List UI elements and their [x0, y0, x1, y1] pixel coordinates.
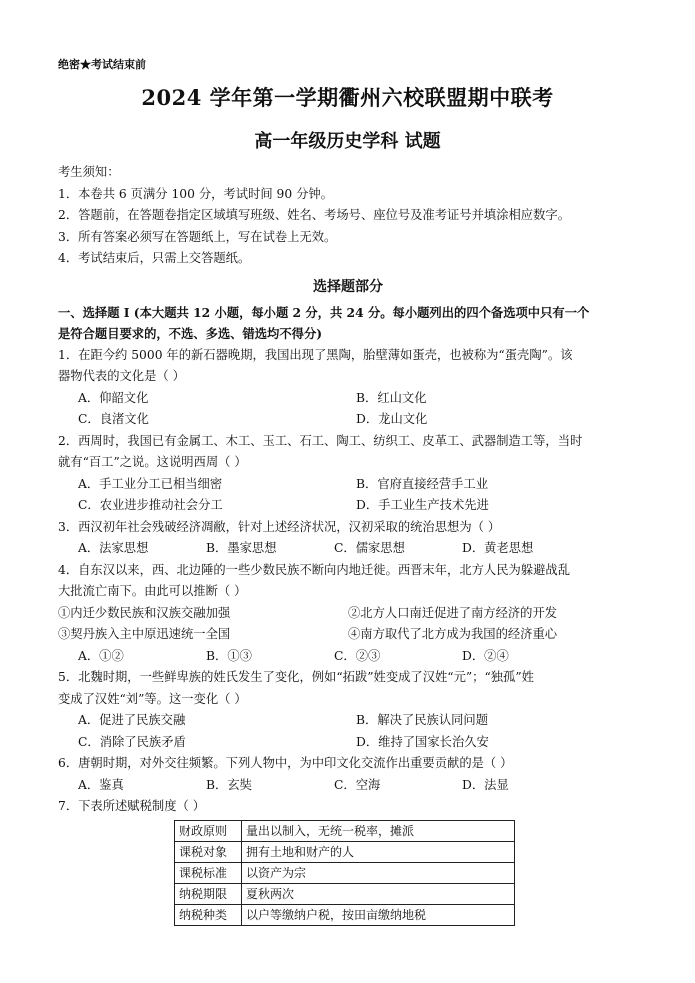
- table-cell-value: 拥有土地和财产的人: [242, 841, 515, 862]
- statement-3: ③契丹族入主中原迅速统一全国: [58, 627, 231, 641]
- question-1-options: [58, 388, 638, 410]
- tax-system-table: [174, 820, 515, 926]
- question-4-statements: [58, 624, 638, 646]
- exam-body: [58, 162, 638, 926]
- notice-heading: 考生须知：: [58, 165, 120, 179]
- section-instruction: 是符合题目要求的，不选、多选、错选均不得分): [58, 326, 323, 341]
- question-4-statements: [58, 603, 638, 625]
- statement-2: ②北方人口南迁促进了南方经济的开发: [348, 605, 558, 620]
- option-a: A．仰韶文化: [78, 390, 149, 405]
- table-cell-key: 纳税期限: [175, 883, 242, 904]
- question-2-options: [58, 474, 638, 496]
- section-title: 选择题部分: [313, 278, 383, 295]
- table-cell-key: 课税标准: [175, 862, 242, 883]
- question-2-stem: 2．西周时，我国已有金属工、木工、玉工、石工、陶工、纺织工、皮革工、武器制造工等，当时: [58, 433, 583, 448]
- table-cell-value: 以户等缴纳户税，按田亩缴纳地税: [242, 904, 515, 925]
- option-a: A．促进了民族交融: [78, 713, 186, 727]
- notice-item: 3．所有答案必须写在答题纸上，写在试卷上无效。: [58, 229, 337, 244]
- option-d: D．黄老思想: [462, 541, 534, 555]
- option-d: D．龙山文化: [356, 412, 428, 426]
- option-a: A．法家思想: [78, 541, 149, 555]
- option-a: A．手工业分工已相当细密: [78, 476, 223, 491]
- question-3-stem: 3．西汉初年社会残破经济凋敝，针对上述经济状况，汉初采取的统治思想为（ ）: [58, 519, 501, 534]
- option-d: D．法显: [462, 777, 509, 792]
- question-5-options: [58, 710, 638, 732]
- question-1-stem: 1．在距今约 5000 年的新石器晚期，我国出现了黑陶，胎壁薄如蛋壳，也被称为“蛋壳陶”。该: [58, 347, 573, 362]
- question-4-stem: 大批流亡南下。由此可以推断（ ）: [58, 584, 247, 598]
- section-instruction: 一、选择题 I (本大题共 12 小题，每小题 2 分，共 24 分。每小题列出的四个备选项中只有一个: [58, 304, 590, 320]
- exam-title: 2024 学年第一学期衢州六校联盟期中联考: [141, 85, 554, 110]
- option-b: B．解决了民族认同问题: [356, 713, 489, 727]
- option-b: B．红山文化: [356, 390, 427, 405]
- option-c: C．儒家思想: [334, 541, 405, 555]
- option-c: C．②③: [334, 648, 381, 663]
- option-a: A．鉴真: [78, 777, 124, 792]
- option-b: B．①③: [206, 648, 252, 663]
- option-a: A．①②: [78, 648, 124, 663]
- statement-1: ①内迁少数民族和汉族交融加强: [58, 605, 231, 620]
- table-row: [175, 883, 515, 904]
- table-cell-value: 夏秋两次: [242, 883, 515, 904]
- table-row: [175, 820, 515, 841]
- question-2-options: [58, 495, 638, 517]
- table-row: [175, 862, 515, 883]
- option-b: B．官府直接经营手工业: [356, 476, 489, 491]
- confidential-note: 绝密★考试结束前: [58, 58, 146, 71]
- notice-item: 4．考试结束后，只需上交答题纸。: [58, 251, 251, 265]
- question-5-options: [58, 732, 638, 754]
- question-5-stem: 变成了汉姓“刘”等。这一变化（ ）: [58, 691, 247, 706]
- question-6-stem: 6．唐朝时期，对外交往频繁。下列人物中，为中印文化交流作出重要贡献的是（ ）: [58, 756, 513, 770]
- option-c: C．农业进步推动社会分工: [78, 498, 223, 512]
- question-6-options: [58, 775, 638, 797]
- option-d: D．②④: [462, 648, 509, 663]
- table-cell-value: 以资产为宗: [242, 862, 515, 883]
- question-2-stem: 就有“百工”之说。这说明西周（ ）: [58, 455, 247, 469]
- statement-4: ④南方取代了北方成为我国的经济重心: [348, 627, 558, 641]
- question-4-stem: 4．自东汉以来，西、北边陲的一些少数民族不断向内地迁徙。西晋末年，北方人民为躲避战乱: [58, 562, 570, 577]
- question-4-options: [58, 646, 638, 668]
- option-d: D．手工业生产技术先进: [356, 498, 489, 512]
- question-7-stem: 7．下表所述赋税制度（ ）: [58, 799, 205, 813]
- option-b: B．玄奘: [206, 777, 252, 792]
- table-row: [175, 904, 515, 925]
- question-1-stem: 器物代表的文化是（ ）: [58, 369, 185, 383]
- option-d: D．维持了国家长治久安: [356, 734, 489, 749]
- notice-item: 2．答题前，在答题卷指定区域填写班级、姓名、考场号、座位号及准考证号并填涂相应数字。: [58, 208, 570, 222]
- question-1-options: [58, 409, 638, 431]
- option-c: C．消除了民族矛盾: [78, 734, 186, 749]
- table-cell-value: 量出以制入，无统一税率，摊派: [242, 820, 515, 841]
- option-c: C．空海: [334, 777, 381, 792]
- question-5-stem: 5．北魏时期，一些鲜卑族的姓氏发生了变化，例如“拓跋”姓变成了汉姓“元”；“独孤”姓: [58, 670, 534, 684]
- table-row: [175, 841, 515, 862]
- table-cell-key: 纳税种类: [175, 904, 242, 925]
- table-cell-key: 财政原则: [175, 820, 242, 841]
- table-cell-key: 课税对象: [175, 841, 242, 862]
- question-3-options: [58, 538, 638, 560]
- exam-subtitle: 高一年级历史学科 试题: [254, 131, 441, 152]
- notice-item: 1．本卷共 6 页满分 100 分，考试时间 90 分钟。: [58, 186, 333, 201]
- option-b: B．墨家思想: [206, 541, 277, 555]
- option-c: C．良渚文化: [78, 412, 149, 426]
